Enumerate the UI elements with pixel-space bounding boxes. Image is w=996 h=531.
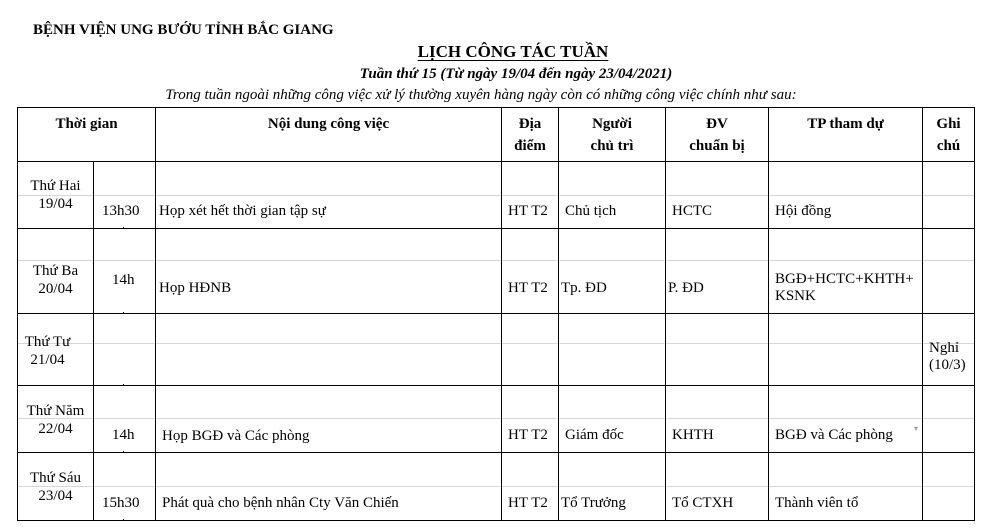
- place-cell: HT T2: [508, 280, 548, 296]
- day-name: Thứ Ba: [32, 263, 79, 279]
- day-cell: [18, 402, 93, 438]
- day-date: 21/04: [30, 352, 65, 368]
- column-header-prep-line2: chuẩn bị: [689, 138, 745, 154]
- day-cell: [18, 262, 93, 298]
- hospital-name: BỆNH VIỆN UNG BƯỚU TỈNH BẮC GIANG: [33, 22, 334, 38]
- note-line1: Nghỉ: [929, 340, 959, 356]
- note-cell: [929, 340, 966, 374]
- attendees-line2: KSNK: [775, 288, 816, 304]
- prep-cell: KHTH: [672, 427, 714, 443]
- day-date: 20/04: [38, 281, 73, 297]
- day-date: 23/04: [38, 488, 73, 504]
- day-cell: [18, 177, 93, 213]
- prep-cell: HCTC: [672, 203, 713, 219]
- attendees-line1: BGĐ+HCTC+KHTH+: [775, 271, 914, 287]
- attendees-cell: Hội đồng: [775, 203, 832, 219]
- time-cell: 13h30: [102, 203, 140, 219]
- time-cell: 14h: [112, 427, 135, 443]
- attendees-cell: BGĐ và Các phòng: [775, 427, 893, 443]
- column-header-content: Nội dung công việc: [267, 116, 390, 132]
- column-header-prep: [666, 113, 768, 157]
- document-title-text: LỊCH CÔNG TÁC TUẦN: [417, 42, 609, 61]
- prep-cell: Tổ CTXH: [672, 495, 734, 511]
- column-header-place-line1: Địa: [518, 116, 542, 132]
- attendees-cell: [775, 271, 914, 305]
- content-cell: Họp xét hết thời gian tập sự: [159, 203, 326, 219]
- column-header-attendees: TP tham dự: [807, 116, 884, 132]
- column-header-note-line2: chú: [936, 138, 961, 154]
- column-header-host: [559, 113, 665, 157]
- content-cell: Phát quà cho bệnh nhân Cty Văn Chiến: [162, 495, 399, 511]
- host-cell: Tp. ĐD: [561, 280, 607, 296]
- column-header-place: [502, 113, 558, 157]
- day-name: Thứ Năm: [26, 403, 85, 419]
- document-title: [0, 42, 996, 62]
- column-header-host-line1: Người: [592, 116, 632, 132]
- day-name: Thứ Hai: [30, 178, 81, 194]
- attendees-cell: Thành viên tổ: [775, 495, 859, 511]
- column-header-time: Thời gian: [55, 116, 118, 132]
- day-date: 19/04: [38, 196, 73, 212]
- day-cell: [10, 333, 85, 369]
- day-date: 22/04: [38, 421, 73, 437]
- column-header-host-line2: chủ trì: [590, 138, 634, 154]
- intro-text: Trong tuần ngoài những công việc xử lý thường xuyên hàng ngày còn có những công việc chính như sau:: [165, 87, 797, 103]
- host-cell: Giám đốc: [565, 427, 624, 443]
- content-cell: Họp BGĐ và Các phòng: [162, 428, 310, 444]
- day-name: Thứ Tư: [24, 334, 71, 350]
- host-cell: Chủ tịch: [565, 203, 617, 219]
- place-cell: HT T2: [508, 495, 548, 511]
- note-line2: (10/3): [929, 357, 966, 373]
- content-cell: Họp HĐNB: [159, 280, 232, 296]
- day-cell: [18, 469, 93, 505]
- prep-cell: P. ĐD: [668, 280, 704, 296]
- host-cell: Tổ Trưởng: [561, 495, 626, 511]
- dropdown-arrow-icon[interactable]: ▾: [914, 424, 919, 433]
- place-cell: HT T2: [508, 427, 548, 443]
- time-cell: 15h30: [102, 495, 140, 511]
- time-cell: 14h: [112, 272, 135, 288]
- column-header-note-line1: Ghi: [936, 116, 961, 132]
- column-header-place-line2: điểm: [514, 138, 546, 154]
- day-name: Thứ Sáu: [29, 470, 82, 486]
- column-header-note: [923, 113, 974, 157]
- week-subtitle: Tuần thứ 15 (Từ ngày 19/04 đến ngày 23/04/2021): [359, 66, 673, 82]
- column-header-prep-line1: ĐV: [706, 116, 728, 132]
- place-cell: HT T2: [508, 203, 548, 219]
